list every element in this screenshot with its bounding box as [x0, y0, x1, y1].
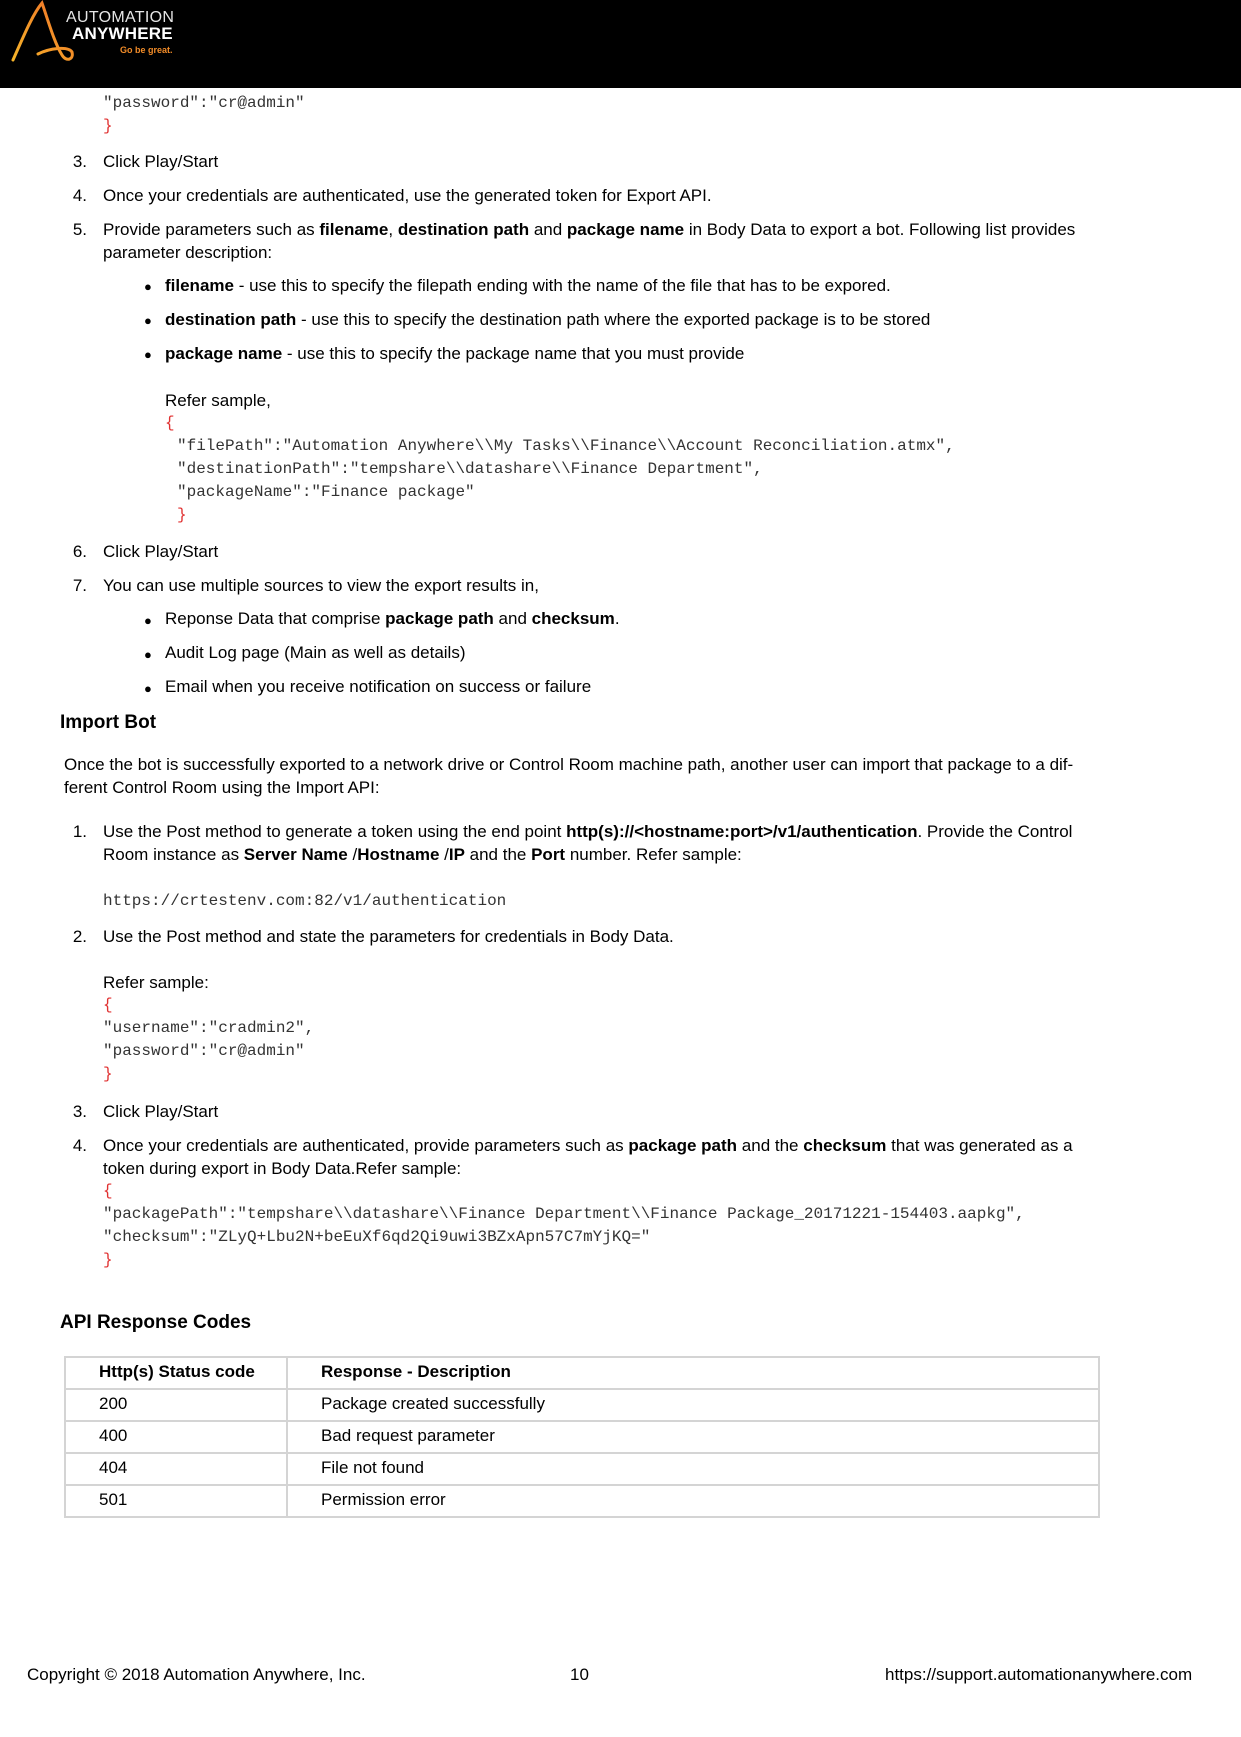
code-line: https://crtestenv.com:82/v1/authentication: [103, 892, 507, 910]
bullet-item: Audit Log page (Main as well as details): [165, 643, 466, 662]
step-text: Click Play/Start: [103, 1102, 219, 1121]
step-number: 5.: [72, 220, 87, 239]
import-intro-line1: Once the bot is successfully exported to a network drive or Control Room machine path, another user can import that package to a dif-: [64, 755, 1074, 774]
step-number: 2.: [72, 927, 87, 946]
code-line: "password":"cr@admin": [103, 94, 305, 112]
step-text: Click Play/Start: [103, 152, 219, 171]
status-code-cell: 404: [65, 1453, 287, 1485]
response-codes-table: [64, 1356, 1100, 1518]
status-code-cell: 200: [65, 1389, 287, 1421]
step-number: 3.: [72, 152, 87, 171]
page-header: [0, 0, 1241, 88]
bullet-icon: ●: [144, 647, 152, 662]
step-text: Use the Post method and state the parameters for credentials in Body Data.: [103, 927, 674, 946]
step-number: 1.: [72, 822, 87, 841]
table-row: [65, 1453, 1099, 1485]
table-row: [65, 1389, 1099, 1421]
automation-anywhere-logo: [10, 0, 210, 66]
brand-tagline: Go be great.: [120, 45, 173, 55]
description-cell: Permission error: [287, 1485, 1099, 1517]
code-line: "packageName":"Finance package": [177, 483, 475, 501]
bullet-item: filename - use this to specify the filepath ending with the name of the file that has to be expored.: [165, 276, 891, 295]
description-cell: Package created successfully: [287, 1389, 1099, 1421]
step-number: 4.: [72, 186, 87, 205]
bullet-icon: ●: [144, 347, 152, 362]
step-text: Once your credentials are authenticated, use the generated token for Export API.: [103, 186, 712, 205]
column-header-description: Response - Description: [287, 1357, 1099, 1389]
bullet-icon: ●: [144, 279, 152, 294]
step-number: 3.: [72, 1102, 87, 1121]
footer-copyright: Copyright © 2018 Automation Anywhere, Inc.: [27, 1665, 366, 1684]
code-brace-open: {: [165, 414, 175, 432]
bullet-item: Reponse Data that comprise package path and checksum.: [165, 609, 620, 628]
bullet-icon: ●: [144, 681, 152, 696]
code-line: "destinationPath":"tempshare\\datashare\\Finance Department",: [177, 460, 763, 478]
code-brace-close: }: [103, 1065, 113, 1083]
step-text-line2: Room instance as Server Name /Hostname /IP and the Port number. Refer sample:: [103, 845, 742, 864]
code-line: "packagePath":"tempshare\\datashare\\Finance Department\\Finance Package_20171221-154403.aapkg",: [103, 1205, 1025, 1223]
step-number: 4.: [72, 1136, 87, 1155]
step-number: 6.: [72, 542, 87, 561]
import-intro-line2: ferent Control Room using the Import API:: [64, 778, 380, 797]
status-code-cell: 501: [65, 1485, 287, 1517]
step-number: 7.: [72, 576, 87, 595]
bullet-item: destination path - use this to specify the destination path where the exported package is to be stored: [165, 310, 931, 329]
code-brace-close: }: [103, 117, 113, 135]
refer-sample-label: Refer sample,: [165, 391, 271, 410]
section-heading-import-bot: Import Bot: [60, 712, 157, 733]
column-header-status-code: Http(s) Status code: [65, 1357, 287, 1389]
footer-page-number: 10: [570, 1665, 589, 1684]
code-line: "filePath":"Automation Anywhere\\My Tasks\\Finance\\Account Reconciliation.atmx",: [177, 437, 955, 455]
step-text-line2: parameter description:: [103, 243, 273, 262]
bullet-icon: ●: [144, 613, 152, 628]
table-row: [65, 1485, 1099, 1517]
description-cell: Bad request parameter: [287, 1421, 1099, 1453]
bullet-item: Email when you receive notification on success or failure: [165, 677, 592, 696]
table-row: [65, 1421, 1099, 1453]
refer-sample-label: Refer sample:: [103, 973, 209, 992]
step-text: Use the Post method to generate a token using the end point http(s)://<hostname:port>/v1/authentication. Provide the Control: [103, 822, 1073, 841]
code-brace-open: {: [103, 996, 113, 1014]
code-brace-open: {: [103, 1182, 113, 1200]
step-text: Once your credentials are authenticated, provide parameters such as package path and the checksum that was generated as a: [103, 1136, 1073, 1155]
code-line: "password":"cr@admin": [103, 1042, 305, 1060]
step-text-line2: token during export in Body Data.Refer sample:: [103, 1159, 462, 1178]
code-brace-close: }: [103, 1251, 113, 1269]
description-cell: File not found: [287, 1453, 1099, 1485]
bullet-icon: ●: [144, 313, 152, 328]
code-line: "username":"cradmin2",: [103, 1019, 315, 1037]
brand-line-1: AUTOMATION: [66, 9, 175, 26]
code-brace-close: }: [177, 506, 187, 524]
step-text: Click Play/Start: [103, 542, 219, 561]
table-header-row: [65, 1357, 1099, 1389]
step-text: Provide parameters such as filename, destination path and package name in Body Data to export a bot. Following list provides: [103, 220, 1076, 239]
section-heading-api-response-codes: API Response Codes: [60, 1312, 252, 1333]
footer-support-link[interactable]: https://support.automationanywhere.com: [885, 1665, 1193, 1684]
step-text: You can use multiple sources to view the export results in,: [103, 576, 539, 595]
status-code-cell: 400: [65, 1421, 287, 1453]
bullet-item: package name - use this to specify the package name that you must provide: [165, 344, 745, 363]
code-line: "checksum":"ZLyQ+Lbu2N+beEuXf6qd2Qi9uwi3BZxApn57C7mYjKQ=": [103, 1228, 651, 1246]
brand-line-2: ANYWHERE: [72, 24, 173, 43]
